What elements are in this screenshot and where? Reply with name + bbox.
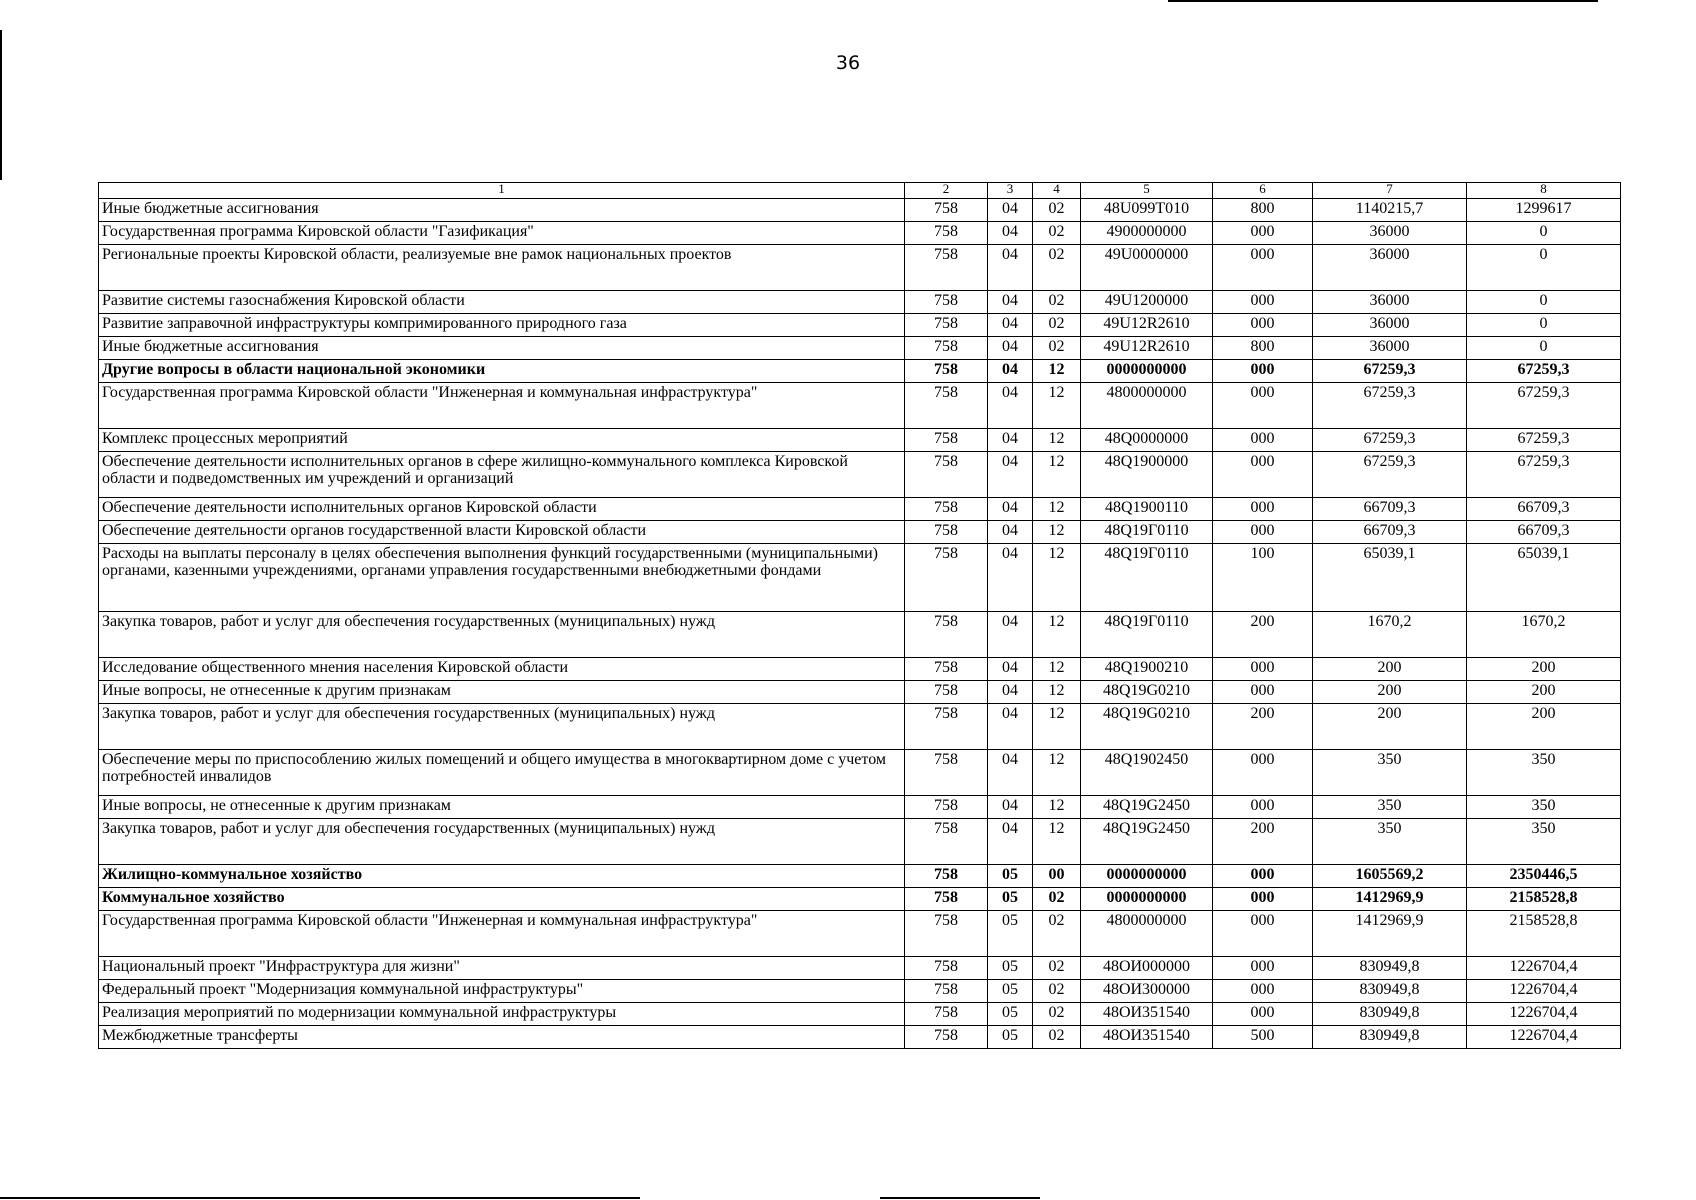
amount-year2-cell: 0 bbox=[1467, 222, 1621, 245]
amount-year1-cell: 350 bbox=[1313, 796, 1467, 819]
code-cell: 758 bbox=[905, 612, 988, 658]
item-name-cell: Государственная программа Кировской области "Газификация" bbox=[99, 222, 905, 245]
scan-edge-bottom-left bbox=[0, 1197, 640, 1199]
subsection-cell: 02 bbox=[1033, 222, 1081, 245]
code-cell: 758 bbox=[905, 704, 988, 750]
amount-year1-cell: 1605569,2 bbox=[1313, 865, 1467, 888]
code-cell: 758 bbox=[905, 452, 988, 498]
amount-year1-cell: 830949,8 bbox=[1313, 1026, 1467, 1049]
table-row bbox=[99, 544, 1621, 612]
target-article-cell: 0000000000 bbox=[1081, 888, 1213, 911]
section-cell: 04 bbox=[988, 429, 1033, 452]
expense-type-cell: 000 bbox=[1213, 957, 1313, 980]
scan-edge-bottom-right bbox=[880, 1197, 1040, 1199]
expense-type-cell: 200 bbox=[1213, 819, 1313, 865]
item-name-cell: Обеспечение деятельности исполнительных органов в сфере жилищно-коммунального комплекса Кировской области и подведомственных им учреждений и организаций bbox=[99, 452, 905, 498]
subsection-cell: 12 bbox=[1033, 383, 1081, 429]
target-article-cell: 48Q19Г0110 bbox=[1081, 612, 1213, 658]
subsection-cell: 12 bbox=[1033, 360, 1081, 383]
section-cell: 04 bbox=[988, 383, 1033, 429]
expense-type-cell: 000 bbox=[1213, 452, 1313, 498]
subsection-cell: 02 bbox=[1033, 957, 1081, 980]
amount-year1-cell: 36000 bbox=[1313, 222, 1467, 245]
code-cell: 758 bbox=[905, 521, 988, 544]
amount-year1-cell: 66709,3 bbox=[1313, 521, 1467, 544]
table-row bbox=[99, 704, 1621, 750]
amount-year2-cell: 1226704,4 bbox=[1467, 957, 1621, 980]
section-cell: 05 bbox=[988, 888, 1033, 911]
table-row bbox=[99, 612, 1621, 658]
section-cell: 04 bbox=[988, 360, 1033, 383]
header-row bbox=[99, 183, 1621, 199]
table-row bbox=[99, 911, 1621, 957]
header-cell: 4 bbox=[1033, 183, 1081, 199]
amount-year2-cell: 65039,1 bbox=[1467, 544, 1621, 612]
amount-year1-cell: 67259,3 bbox=[1313, 429, 1467, 452]
amount-year1-cell: 67259,3 bbox=[1313, 360, 1467, 383]
item-name-cell: Другие вопросы в области национальной экономики bbox=[99, 360, 905, 383]
table-row bbox=[99, 865, 1621, 888]
table-row bbox=[99, 796, 1621, 819]
item-name-cell: Межбюджетные трансферты bbox=[99, 1026, 905, 1049]
table-row bbox=[99, 452, 1621, 498]
target-article-cell: 4800000000 bbox=[1081, 383, 1213, 429]
subsection-cell: 02 bbox=[1033, 1026, 1081, 1049]
expense-type-cell: 800 bbox=[1213, 199, 1313, 222]
amount-year2-cell: 67259,3 bbox=[1467, 429, 1621, 452]
code-cell: 758 bbox=[905, 888, 988, 911]
code-cell: 758 bbox=[905, 498, 988, 521]
subsection-cell: 12 bbox=[1033, 498, 1081, 521]
header-cell: 3 bbox=[988, 183, 1033, 199]
code-cell: 758 bbox=[905, 819, 988, 865]
target-article-cell: 48ОИ351540 bbox=[1081, 1003, 1213, 1026]
subsection-cell: 12 bbox=[1033, 681, 1081, 704]
subsection-cell: 12 bbox=[1033, 452, 1081, 498]
amount-year2-cell: 1226704,4 bbox=[1467, 1003, 1621, 1026]
section-cell: 04 bbox=[988, 291, 1033, 314]
code-cell: 758 bbox=[905, 980, 988, 1003]
table-row bbox=[99, 337, 1621, 360]
code-cell: 758 bbox=[905, 222, 988, 245]
table-row bbox=[99, 498, 1621, 521]
amount-year2-cell: 66709,3 bbox=[1467, 521, 1621, 544]
item-name-cell: Региональные проекты Кировской области, реализуемые вне рамок национальных проектов bbox=[99, 245, 905, 291]
expense-type-cell: 000 bbox=[1213, 222, 1313, 245]
expense-type-cell: 500 bbox=[1213, 1026, 1313, 1049]
table-row bbox=[99, 957, 1621, 980]
section-cell: 05 bbox=[988, 957, 1033, 980]
expense-type-cell: 000 bbox=[1213, 796, 1313, 819]
item-name-cell: Развитие системы газоснабжения Кировской области bbox=[99, 291, 905, 314]
amount-year1-cell: 65039,1 bbox=[1313, 544, 1467, 612]
amount-year2-cell: 0 bbox=[1467, 245, 1621, 291]
expense-type-cell: 000 bbox=[1213, 291, 1313, 314]
section-cell: 04 bbox=[988, 796, 1033, 819]
code-cell: 758 bbox=[905, 750, 988, 796]
subsection-cell: 12 bbox=[1033, 796, 1081, 819]
expense-type-cell: 000 bbox=[1213, 383, 1313, 429]
header-cell: 6 bbox=[1213, 183, 1313, 199]
amount-year1-cell: 1412969,9 bbox=[1313, 911, 1467, 957]
item-name-cell: Расходы на выплаты персоналу в целях обеспечения выполнения функций государственными (муниципальными) органами, казенными учреждениями, органами управления государственными внебюджетными фондами bbox=[99, 544, 905, 612]
amount-year2-cell: 66709,3 bbox=[1467, 498, 1621, 521]
table-row bbox=[99, 199, 1621, 222]
table-row bbox=[99, 1026, 1621, 1049]
item-name-cell: Обеспечение деятельности исполнительных органов Кировской области bbox=[99, 498, 905, 521]
table-row bbox=[99, 383, 1621, 429]
section-cell: 04 bbox=[988, 819, 1033, 865]
amount-year2-cell: 0 bbox=[1467, 337, 1621, 360]
section-cell: 05 bbox=[988, 1003, 1033, 1026]
amount-year2-cell: 200 bbox=[1467, 704, 1621, 750]
header-cell: 1 bbox=[99, 183, 905, 199]
subsection-cell: 12 bbox=[1033, 544, 1081, 612]
subsection-cell: 12 bbox=[1033, 750, 1081, 796]
item-name-cell: Жилищно-коммунальное хозяйство bbox=[99, 865, 905, 888]
target-article-cell: 48Q19G2450 bbox=[1081, 819, 1213, 865]
item-name-cell: Государственная программа Кировской области "Инженерная и коммунальная инфраструктура" bbox=[99, 911, 905, 957]
target-article-cell: 48ОИ351540 bbox=[1081, 1026, 1213, 1049]
table-row bbox=[99, 681, 1621, 704]
item-name-cell: Закупка товаров, работ и услуг для обеспечения государственных (муниципальных) нужд bbox=[99, 819, 905, 865]
amount-year2-cell: 2158528,8 bbox=[1467, 911, 1621, 957]
table-row bbox=[99, 291, 1621, 314]
section-cell: 05 bbox=[988, 980, 1033, 1003]
amount-year1-cell: 200 bbox=[1313, 681, 1467, 704]
target-article-cell: 48Q1900210 bbox=[1081, 658, 1213, 681]
table-row bbox=[99, 819, 1621, 865]
target-article-cell: 48Q19Г0110 bbox=[1081, 544, 1213, 612]
header-cell: 7 bbox=[1313, 183, 1467, 199]
amount-year1-cell: 36000 bbox=[1313, 337, 1467, 360]
code-cell: 758 bbox=[905, 429, 988, 452]
subsection-cell: 02 bbox=[1033, 337, 1081, 360]
subsection-cell: 12 bbox=[1033, 429, 1081, 452]
item-name-cell: Закупка товаров, работ и услуг для обеспечения государственных (муниципальных) нужд bbox=[99, 704, 905, 750]
expense-type-cell: 000 bbox=[1213, 888, 1313, 911]
expense-type-cell: 800 bbox=[1213, 337, 1313, 360]
expense-type-cell: 000 bbox=[1213, 911, 1313, 957]
item-name-cell: Коммунальное хозяйство bbox=[99, 888, 905, 911]
table-body bbox=[99, 183, 1621, 1049]
section-cell: 04 bbox=[988, 314, 1033, 337]
scan-edge-top bbox=[1168, 0, 1598, 2]
subsection-cell: 02 bbox=[1033, 888, 1081, 911]
expense-type-cell: 000 bbox=[1213, 658, 1313, 681]
amount-year1-cell: 1412969,9 bbox=[1313, 888, 1467, 911]
amount-year2-cell: 0 bbox=[1467, 314, 1621, 337]
page-number: 36 bbox=[835, 52, 861, 74]
section-cell: 04 bbox=[988, 245, 1033, 291]
amount-year1-cell: 67259,3 bbox=[1313, 383, 1467, 429]
subsection-cell: 02 bbox=[1033, 911, 1081, 957]
target-article-cell: 0000000000 bbox=[1081, 360, 1213, 383]
expense-type-cell: 200 bbox=[1213, 612, 1313, 658]
expense-type-cell: 000 bbox=[1213, 1003, 1313, 1026]
expense-type-cell: 000 bbox=[1213, 865, 1313, 888]
expense-type-cell: 000 bbox=[1213, 245, 1313, 291]
header-cell: 2 bbox=[905, 183, 988, 199]
expense-type-cell: 000 bbox=[1213, 980, 1313, 1003]
header-cell: 5 bbox=[1081, 183, 1213, 199]
target-article-cell: 49U1200000 bbox=[1081, 291, 1213, 314]
section-cell: 04 bbox=[988, 222, 1033, 245]
expense-type-cell: 000 bbox=[1213, 681, 1313, 704]
table-row bbox=[99, 314, 1621, 337]
header-cell: 8 bbox=[1467, 183, 1621, 199]
amount-year2-cell: 1299617 bbox=[1467, 199, 1621, 222]
table-row bbox=[99, 658, 1621, 681]
subsection-cell: 12 bbox=[1033, 612, 1081, 658]
target-article-cell: 48ОИ000000 bbox=[1081, 957, 1213, 980]
subsection-cell: 02 bbox=[1033, 291, 1081, 314]
amount-year1-cell: 36000 bbox=[1313, 245, 1467, 291]
expense-type-cell: 000 bbox=[1213, 521, 1313, 544]
item-name-cell: Национальный проект "Инфраструктура для жизни" bbox=[99, 957, 905, 980]
amount-year1-cell: 350 bbox=[1313, 819, 1467, 865]
item-name-cell: Иные вопросы, не отнесенные к другим признакам bbox=[99, 681, 905, 704]
expense-type-cell: 000 bbox=[1213, 360, 1313, 383]
section-cell: 04 bbox=[988, 521, 1033, 544]
subsection-cell: 02 bbox=[1033, 980, 1081, 1003]
expense-type-cell: 000 bbox=[1213, 429, 1313, 452]
target-article-cell: 48Q19Г0110 bbox=[1081, 521, 1213, 544]
subsection-cell: 12 bbox=[1033, 521, 1081, 544]
amount-year2-cell: 2350446,5 bbox=[1467, 865, 1621, 888]
amount-year1-cell: 830949,8 bbox=[1313, 957, 1467, 980]
code-cell: 758 bbox=[905, 245, 988, 291]
code-cell: 758 bbox=[905, 681, 988, 704]
target-article-cell: 48Q1900000 bbox=[1081, 452, 1213, 498]
section-cell: 04 bbox=[988, 452, 1033, 498]
section-cell: 04 bbox=[988, 658, 1033, 681]
budget-table bbox=[98, 182, 1621, 1049]
amount-year2-cell: 67259,3 bbox=[1467, 383, 1621, 429]
item-name-cell: Федеральный проект "Модернизация коммунальной инфраструктуры" bbox=[99, 980, 905, 1003]
item-name-cell: Комплекс процессных мероприятий bbox=[99, 429, 905, 452]
amount-year2-cell: 0 bbox=[1467, 291, 1621, 314]
section-cell: 04 bbox=[988, 199, 1033, 222]
item-name-cell: Государственная программа Кировской области "Инженерная и коммунальная инфраструктура" bbox=[99, 383, 905, 429]
target-article-cell: 48Q19G0210 bbox=[1081, 704, 1213, 750]
subsection-cell: 12 bbox=[1033, 704, 1081, 750]
amount-year1-cell: 36000 bbox=[1313, 314, 1467, 337]
amount-year2-cell: 1226704,4 bbox=[1467, 1026, 1621, 1049]
expense-type-cell: 200 bbox=[1213, 704, 1313, 750]
expense-type-cell: 000 bbox=[1213, 498, 1313, 521]
amount-year1-cell: 830949,8 bbox=[1313, 980, 1467, 1003]
target-article-cell: 48Q1900110 bbox=[1081, 498, 1213, 521]
table-row bbox=[99, 429, 1621, 452]
subsection-cell: 02 bbox=[1033, 199, 1081, 222]
amount-year2-cell: 350 bbox=[1467, 750, 1621, 796]
section-cell: 04 bbox=[988, 337, 1033, 360]
amount-year2-cell: 200 bbox=[1467, 681, 1621, 704]
item-name-cell: Исследование общественного мнения населения Кировской области bbox=[99, 658, 905, 681]
subsection-cell: 12 bbox=[1033, 658, 1081, 681]
section-cell: 04 bbox=[988, 750, 1033, 796]
item-name-cell: Развитие заправочной инфраструктуры компримированного природного газа bbox=[99, 314, 905, 337]
section-cell: 04 bbox=[988, 681, 1033, 704]
code-cell: 758 bbox=[905, 544, 988, 612]
table-row bbox=[99, 222, 1621, 245]
subsection-cell: 02 bbox=[1033, 245, 1081, 291]
expense-type-cell: 000 bbox=[1213, 314, 1313, 337]
section-cell: 05 bbox=[988, 865, 1033, 888]
amount-year2-cell: 1226704,4 bbox=[1467, 980, 1621, 1003]
subsection-cell: 00 bbox=[1033, 865, 1081, 888]
amount-year1-cell: 200 bbox=[1313, 658, 1467, 681]
target-article-cell: 48U099T010 bbox=[1081, 199, 1213, 222]
target-article-cell: 48Q1902450 bbox=[1081, 750, 1213, 796]
amount-year2-cell: 200 bbox=[1467, 658, 1621, 681]
table-row bbox=[99, 360, 1621, 383]
code-cell: 758 bbox=[905, 658, 988, 681]
code-cell: 758 bbox=[905, 957, 988, 980]
code-cell: 758 bbox=[905, 865, 988, 888]
code-cell: 758 bbox=[905, 1026, 988, 1049]
table-row bbox=[99, 245, 1621, 291]
target-article-cell: 48Q0000000 bbox=[1081, 429, 1213, 452]
target-article-cell: 48ОИ300000 bbox=[1081, 980, 1213, 1003]
target-article-cell: 48Q19G2450 bbox=[1081, 796, 1213, 819]
section-cell: 05 bbox=[988, 911, 1033, 957]
code-cell: 758 bbox=[905, 291, 988, 314]
amount-year1-cell: 830949,8 bbox=[1313, 1003, 1467, 1026]
amount-year2-cell: 67259,3 bbox=[1467, 360, 1621, 383]
item-name-cell: Иные бюджетные ассигнования bbox=[99, 337, 905, 360]
amount-year2-cell: 350 bbox=[1467, 819, 1621, 865]
expense-type-cell: 100 bbox=[1213, 544, 1313, 612]
table-row bbox=[99, 750, 1621, 796]
subsection-cell: 12 bbox=[1033, 819, 1081, 865]
target-article-cell: 4800000000 bbox=[1081, 911, 1213, 957]
amount-year1-cell: 1670,2 bbox=[1313, 612, 1467, 658]
amount-year1-cell: 36000 bbox=[1313, 291, 1467, 314]
amount-year2-cell: 350 bbox=[1467, 796, 1621, 819]
target-article-cell: 4900000000 bbox=[1081, 222, 1213, 245]
code-cell: 758 bbox=[905, 199, 988, 222]
section-cell: 05 bbox=[988, 1026, 1033, 1049]
target-article-cell: 49U0000000 bbox=[1081, 245, 1213, 291]
amount-year1-cell: 200 bbox=[1313, 704, 1467, 750]
target-article-cell: 49U12R2610 bbox=[1081, 314, 1213, 337]
section-cell: 04 bbox=[988, 612, 1033, 658]
subsection-cell: 02 bbox=[1033, 1003, 1081, 1026]
amount-year2-cell: 2158528,8 bbox=[1467, 888, 1621, 911]
subsection-cell: 02 bbox=[1033, 314, 1081, 337]
code-cell: 758 bbox=[905, 911, 988, 957]
code-cell: 758 bbox=[905, 383, 988, 429]
table-row bbox=[99, 1003, 1621, 1026]
amount-year2-cell: 1670,2 bbox=[1467, 612, 1621, 658]
item-name-cell: Обеспечение меры по приспособлению жилых помещений и общего имущества в многоквартирном доме с учетом потребностей инвалидов bbox=[99, 750, 905, 796]
target-article-cell: 48Q19G0210 bbox=[1081, 681, 1213, 704]
section-cell: 04 bbox=[988, 498, 1033, 521]
amount-year2-cell: 67259,3 bbox=[1467, 452, 1621, 498]
section-cell: 04 bbox=[988, 704, 1033, 750]
amount-year1-cell: 1140215,7 bbox=[1313, 199, 1467, 222]
section-cell: 04 bbox=[988, 544, 1033, 612]
code-cell: 758 bbox=[905, 360, 988, 383]
code-cell: 758 bbox=[905, 337, 988, 360]
item-name-cell: Реализация мероприятий по модернизации коммунальной инфраструктуры bbox=[99, 1003, 905, 1026]
expense-type-cell: 000 bbox=[1213, 750, 1313, 796]
item-name-cell: Закупка товаров, работ и услуг для обеспечения государственных (муниципальных) нужд bbox=[99, 612, 905, 658]
item-name-cell: Обеспечение деятельности органов государственной власти Кировской области bbox=[99, 521, 905, 544]
amount-year1-cell: 66709,3 bbox=[1313, 498, 1467, 521]
table-row bbox=[99, 888, 1621, 911]
item-name-cell: Иные бюджетные ассигнования bbox=[99, 199, 905, 222]
amount-year1-cell: 350 bbox=[1313, 750, 1467, 796]
target-article-cell: 49U12R2610 bbox=[1081, 337, 1213, 360]
code-cell: 758 bbox=[905, 314, 988, 337]
target-article-cell: 0000000000 bbox=[1081, 865, 1213, 888]
table-row bbox=[99, 980, 1621, 1003]
code-cell: 758 bbox=[905, 1003, 988, 1026]
amount-year1-cell: 67259,3 bbox=[1313, 452, 1467, 498]
item-name-cell: Иные вопросы, не отнесенные к другим признакам bbox=[99, 796, 905, 819]
code-cell: 758 bbox=[905, 796, 988, 819]
table-row bbox=[99, 521, 1621, 544]
